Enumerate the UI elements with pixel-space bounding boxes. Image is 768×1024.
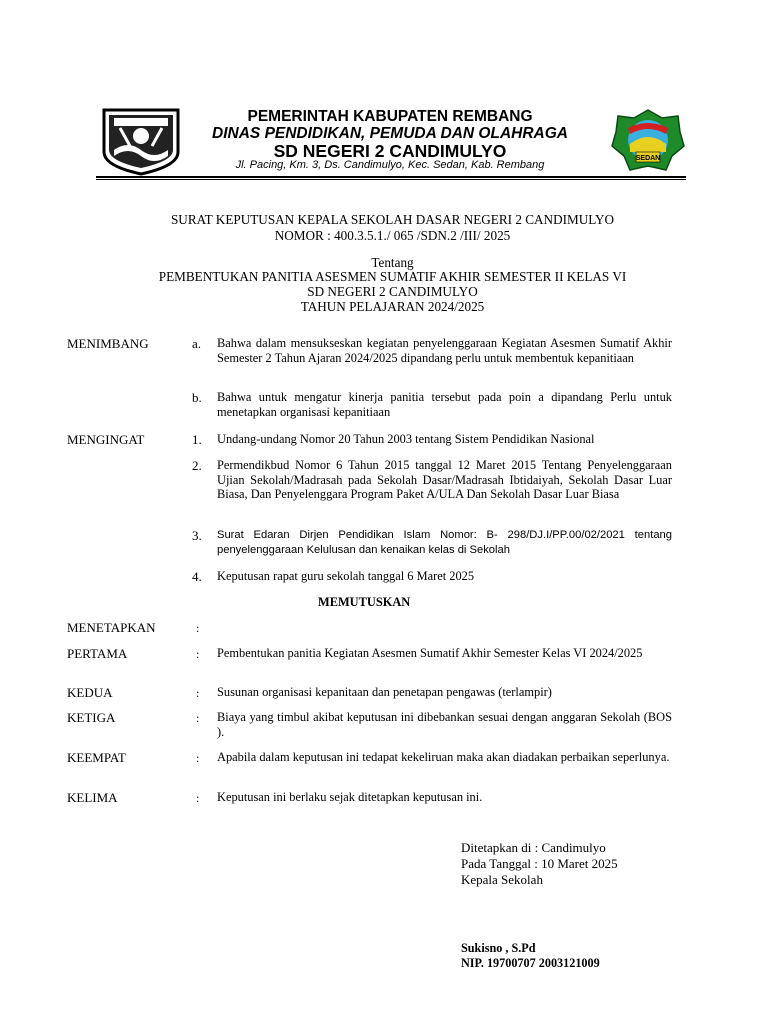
mengingat-label: MENGINGAT: [67, 432, 145, 447]
letterhead-divider-thick: [96, 176, 686, 178]
decree-number: NOMOR : 400.3.5.1./ 065 /SDN.2 /III/ 2025: [274, 228, 511, 243]
decision-label-kedua: KEDUA: [67, 685, 113, 700]
letterhead-school-name: SD NEGERI 2 CANDIMULYO: [273, 141, 507, 161]
decision-colon: :: [196, 711, 200, 725]
signature-name: Sukisno , S.Pd: [461, 941, 536, 955]
menimbang-label: MENIMBANG: [67, 336, 149, 351]
mengingat-num-2: 2.: [192, 458, 202, 473]
sedan-logo-text: SEDAN: [635, 155, 661, 162]
decision-label-menetapkan: MENETAPKAN: [67, 620, 156, 635]
mengingat-num-4: 4.: [192, 569, 202, 584]
mengingat-text-2: Permendikbud Nomor 6 Tahun 2015 tanggal 12 Maret 2015 Tentang Penyelenggaraan Ujian Sekolah/Madrasah pada Sekolah Dasar/Madrasah Ibtidaiyah, Sekolah Dasar Luar Biasa, Dan Penyelenggara Program Paket A/ULA Dan Sekolah Dasar Luar Biasa: [217, 458, 672, 502]
decision-label-ketiga: KETIGA: [67, 710, 116, 725]
mengingat-text-3: Surat Edaran Dirjen Pendidikan Islam Nomor: B- 298/DJ.I/PP.00/02/2021 tentang penyelenggaraan Kelulusan dan kenaikan kelas di Sekolah: [217, 529, 672, 556]
mengingat-num-3: 3.: [192, 528, 202, 543]
decision-colon: :: [196, 621, 200, 635]
menimbang-text-a: Bahwa dalam mensukseskan kegiatan penyelenggaraan Kegiatan Asesmen Sumatif Akhir Semester 2 Tahun Ajaran 2024/2025 dipandang perlu untuk membentuk kepanitiaan: [217, 336, 672, 365]
signature-date: Pada Tanggal : 10 Maret 2025: [461, 856, 618, 871]
decision-colon: :: [196, 647, 200, 661]
letterhead-department: DINAS PENDIDIKAN, PEMUDA DAN OLAHRAGA: [212, 125, 568, 142]
decision-label-pertama: PERTAMA: [67, 646, 128, 661]
decision-text-kelima: Keputusan ini berlaku sejak ditetapkan keputusan ini.: [217, 790, 483, 804]
memutuskan-heading: MEMUTUSKAN: [318, 595, 411, 609]
decision-label-kelima: KELIMA: [67, 790, 118, 805]
mengingat-num-1: 1.: [192, 432, 202, 447]
menimbang-text-b: Bahwa untuk mengatur kinerja panitia tersebut pada poin a dipandang Perlu untuk menetapkan organisasi kepanitiaan: [217, 390, 672, 419]
decree-title: SURAT KEPUTUSAN KEPALA SEKOLAH DASAR NEGERI 2 CANDIMULYO: [170, 212, 615, 227]
decision-text-pertama: Pembentukan panitia Kegiatan Asesmen Sumatif Akhir Semester Kelas VI 2024/2025: [217, 646, 643, 660]
decision-colon: :: [196, 686, 200, 700]
decree-school: SD NEGERI 2 CANDIMULYO: [307, 284, 478, 299]
letterhead-address: Jl. Pacing, Km. 3, Ds. Candimulyo, Kec. Sedan, Kab. Rembang: [235, 159, 545, 171]
decision-colon: :: [196, 791, 200, 805]
menimbang-num-a: a.: [192, 336, 202, 351]
letterhead-divider-thin: [96, 179, 686, 180]
mengingat-text-4: Keputusan rapat guru sekolah tanggal 6 Maret 2025: [217, 569, 475, 583]
signature-nip: NIP. 19700707 2003121009: [461, 956, 600, 970]
decision-text-keempat: Apabila dalam keputusan ini tedapat kekeliruan maka akan diadakan perbaikan seperlunya.: [217, 750, 670, 764]
decision-text-ketiga: Biaya yang timbul akibat keputusan ini dibebankan sesuai dengan anggaran Sekolah (BOS ).: [217, 710, 672, 739]
decree-tentang: Tentang: [371, 255, 414, 270]
letterhead-government: PEMERINTAH KABUPATEN REMBANG: [247, 108, 533, 125]
decree-subject: PEMBENTUKAN PANITIA ASESMEN SUMATIF AKHIR SEMESTER II KELAS VI: [158, 269, 627, 284]
decree-academic-year: TAHUN PELAJARAN 2024/2025: [300, 299, 485, 314]
mengingat-text-1: Undang-undang Nomor 20 Tahun 2003 tentang Sistem Pendidikan Nasional: [217, 432, 595, 446]
sedan-emblem-logo: [610, 108, 686, 174]
rembang-crest-logo: [100, 106, 182, 176]
signature-place: Ditetapkan di : Candimulyo: [461, 840, 606, 855]
signature-position: Kepala Sekolah: [461, 872, 543, 887]
decision-label-keempat: KEEMPAT: [67, 750, 126, 765]
menimbang-num-b: b.: [192, 390, 202, 405]
decision-colon: :: [196, 751, 200, 765]
decision-text-kedua: Susunan organisasi kepanitaan dan penetapan pengawas (terlampir): [217, 685, 552, 699]
